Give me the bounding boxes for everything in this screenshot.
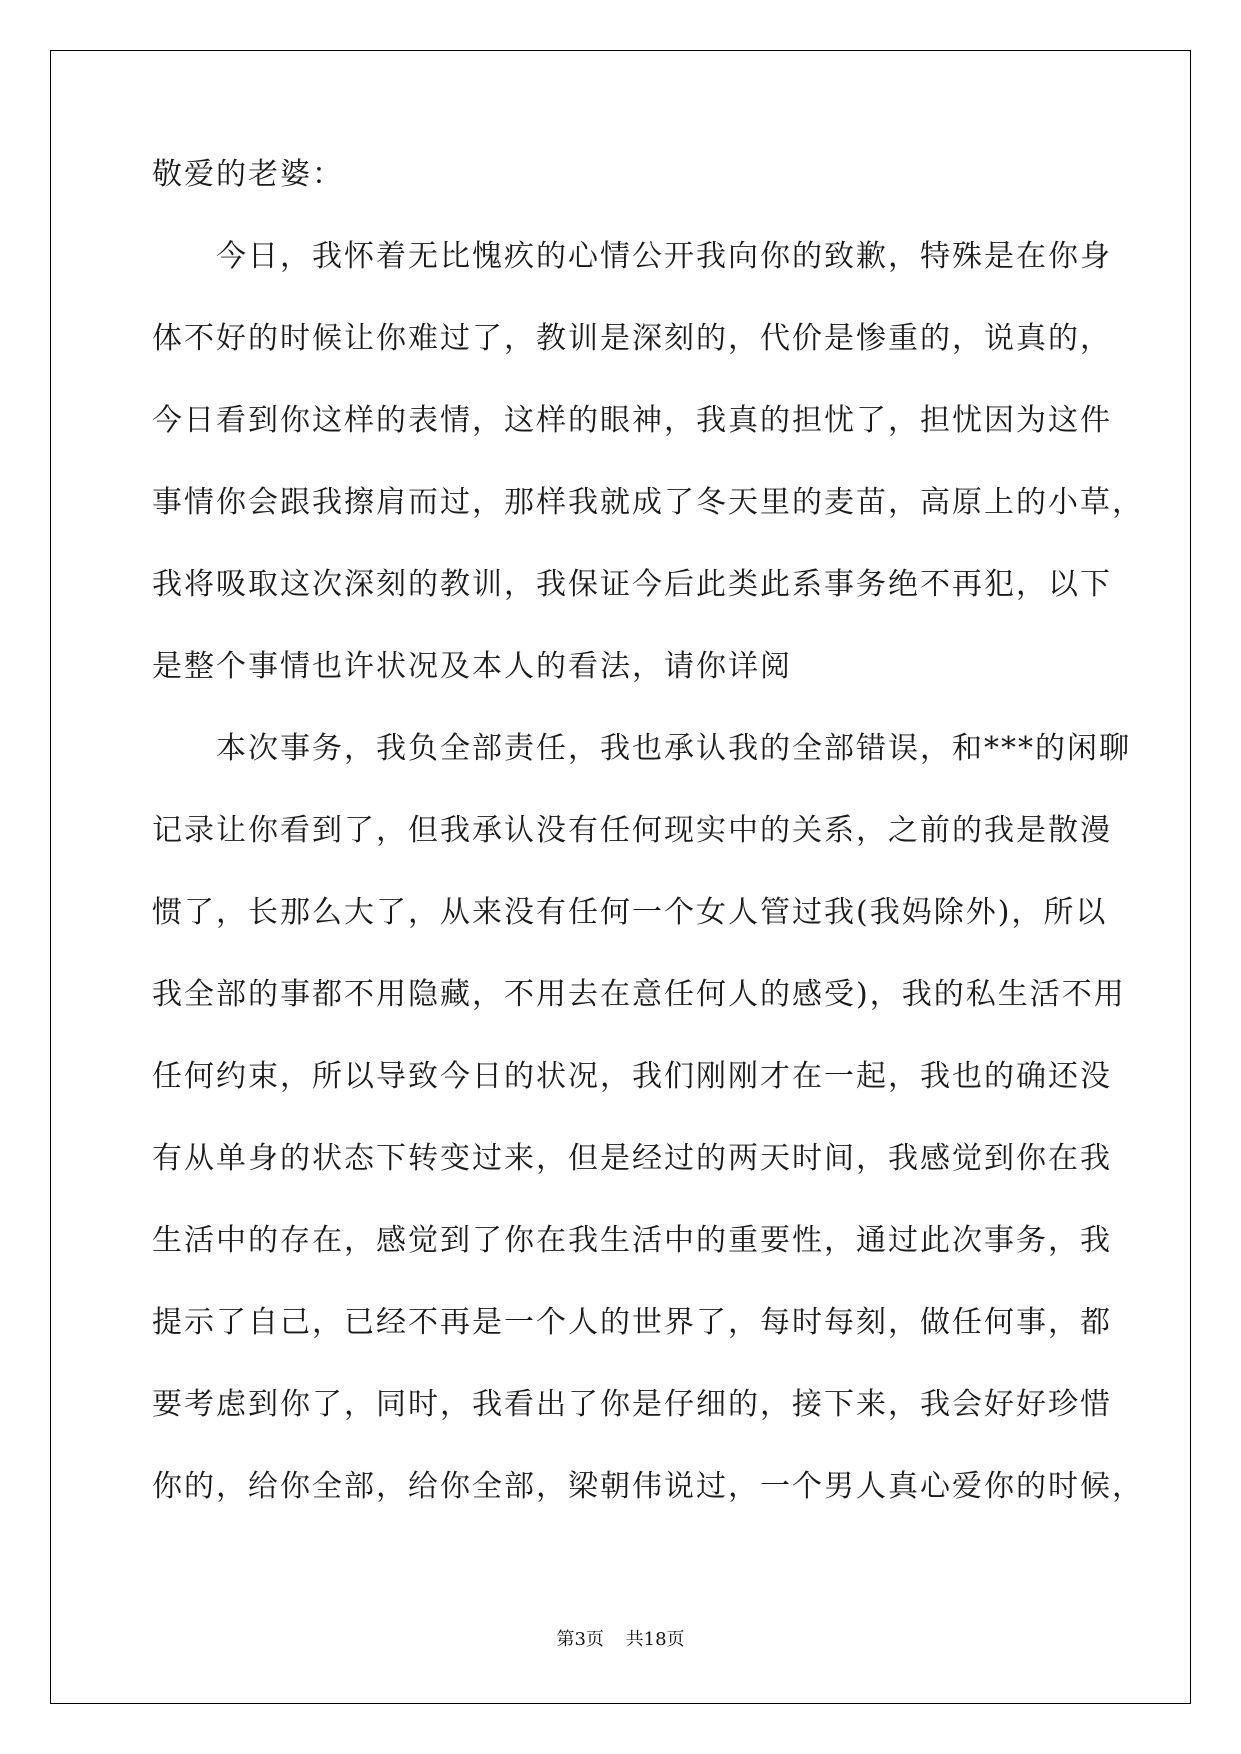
paragraph-line: 本次事务，我负全部责任，我也承认我的全部错误，和***的闲聊: [216, 731, 1131, 766]
paragraph-line: 有从单身的状态下转变过来，但是经过的两天时间，我感觉到你在我: [152, 1141, 1112, 1176]
paragraph-line: 我将吸取这次深刻的教训，我保证今后此类此系事务绝不再犯，以下: [152, 567, 1112, 602]
paragraph-line: 要考虑到你了，同时，我看出了你是仔细的，接下来，我会好好珍惜: [152, 1387, 1112, 1422]
document-body: [152, 157, 1144, 1554]
page-footer: [0, 1630, 1241, 1650]
page-total: 共18页: [625, 1629, 685, 1650]
paragraph-line: 你的，给你全部，给你全部，梁朝伟说过，一个男人真心爱你的时候，: [152, 1469, 1144, 1504]
paragraph-line: 是整个事情也许状况及本人的看法，请你详阅: [152, 649, 792, 684]
paragraph-line: 任何约束，所以导致今日的状况，我们刚刚才在一起，我也的确还没: [152, 1059, 1112, 1094]
paragraph-line: 今日看到你这样的表情，这样的眼神，我真的担忧了，担忧因为这件: [152, 403, 1112, 438]
paragraph-line: 体不好的时候让你难过了，教训是深刻的，代价是惨重的，说真的，: [152, 321, 1112, 356]
paragraph-line: 惯了，长那么大了，从来没有任何一个女人管过我(我妈除外)，所以: [152, 895, 1108, 930]
paragraph-line: 生活中的存在，感觉到了你在我生活中的重要性，通过此次事务，我: [152, 1223, 1112, 1258]
salutation-line: 敬爱的老婆：: [152, 157, 344, 192]
paragraph-line: 记录让你看到了，但我承认没有任何现实中的关系，之前的我是散漫: [152, 813, 1112, 848]
paragraph-line: 今日，我怀着无比愧疚的心情公开我向你的致歉，特殊是在你身: [216, 239, 1112, 274]
page-number: 第3页: [556, 1629, 604, 1650]
paragraph-line: 事情你会跟我擦肩而过，那样我就成了冬天里的麦苗，高原上的小草，: [152, 485, 1144, 520]
paragraph-line: 提示了自己，已经不再是一个人的世界了，每时每刻，做任何事，都: [152, 1305, 1112, 1340]
paragraph-line: 我全部的事都不用隐藏，不用去在意任何人的感受)，我的私生活不用: [152, 977, 1126, 1012]
